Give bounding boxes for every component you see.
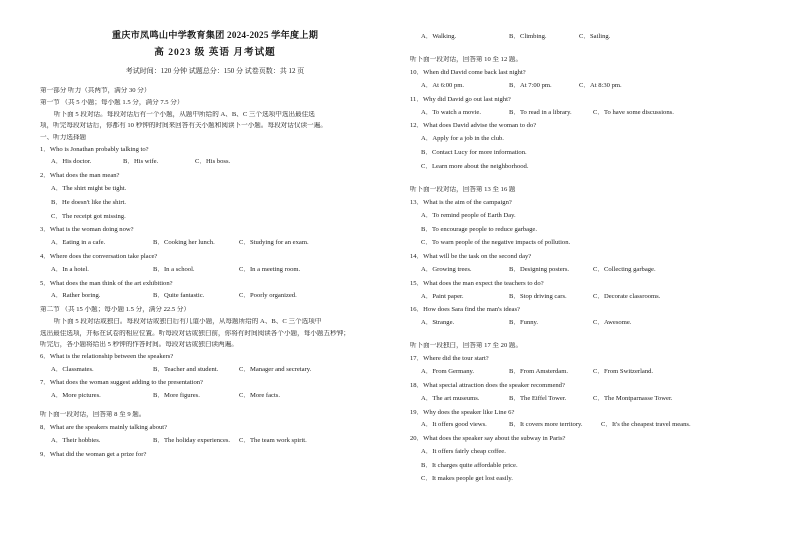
option-a[interactable]: A．Rather boring. xyxy=(51,292,101,300)
option-c[interactable]: C．Sailing. xyxy=(579,33,611,40)
option-b[interactable]: B．At 7:00 pm. xyxy=(509,81,552,89)
group-heading-8-9: 听下面一段对话，回答第 8 至 9 题。 xyxy=(40,410,146,418)
question-options xyxy=(40,266,390,280)
option-c[interactable]: C．Poorly organized. xyxy=(239,292,297,300)
question-stem: 17．Where did the tour start? xyxy=(410,355,489,363)
option-c[interactable]: C．It's the cheapest travel means. xyxy=(601,421,691,429)
exam-header xyxy=(40,30,390,75)
option-c[interactable]: C．Learn more about the neighborhood. xyxy=(421,162,529,170)
question-options xyxy=(410,368,770,382)
option-c[interactable]: C．More facts. xyxy=(239,392,281,400)
question-options xyxy=(40,292,390,306)
option-b[interactable]: B．The holiday experiences. xyxy=(153,437,231,445)
option-b[interactable]: B．Teacher and student. xyxy=(153,365,219,373)
question-options xyxy=(40,392,390,406)
option-b[interactable]: B．To read in a library. xyxy=(509,108,572,116)
exam-info: 考试时间：120 分钟 试题总分：150 分 试卷页数：共 12 页 xyxy=(125,66,305,75)
question-options xyxy=(40,158,390,172)
option-c[interactable]: C．Studying for an exam. xyxy=(239,239,309,247)
part1-heading: 第一部分 听力（共两节，满分 30 分） xyxy=(40,86,151,94)
question-stem: 6．What is the relationship between the speakers? xyxy=(40,352,174,360)
option-b[interactable]: B．It covers more territory. xyxy=(509,421,583,429)
option-b[interactable]: B．The Eiffel Tower. xyxy=(509,394,567,402)
option-c[interactable]: C．Collecting garbage. xyxy=(593,265,656,273)
option-b[interactable]: B．Stop driving cars. xyxy=(509,292,567,300)
option-b[interactable]: B．In a school. xyxy=(153,265,195,273)
option-b[interactable]: B．It charges quite affordable price. xyxy=(421,461,518,469)
option-b[interactable]: B．Climbing. xyxy=(509,33,547,40)
question-stem: 10．When did David come back last night? xyxy=(410,69,526,77)
question-options xyxy=(410,293,770,307)
option-c[interactable]: C．In a meeting room. xyxy=(239,265,301,273)
option-a[interactable]: A．To remind people of Earth Day. xyxy=(421,211,516,219)
question-options xyxy=(40,437,390,451)
right-column xyxy=(410,33,770,489)
option-a[interactable]: A．Their hobbies. xyxy=(51,437,101,445)
group-heading-17-20: 听下面一段独白，回答第 17 至 20 题。 xyxy=(410,341,523,349)
section2-instructions xyxy=(40,318,390,353)
option-b[interactable]: B．His wife. xyxy=(123,158,159,166)
option-a[interactable]: A．To watch a movie. xyxy=(421,108,481,116)
option-c[interactable]: C．Decorate classrooms. xyxy=(593,292,661,300)
option-a[interactable]: A．More pictures. xyxy=(51,392,101,400)
question-stem: 7．What does the woman suggest adding to the presentation? xyxy=(40,379,203,387)
instruction-line: 听下面 5 段对话。每段对话后有一个小题，从题中所给的 A、B、C 三个选项中选出最佳选 xyxy=(54,110,315,118)
option-b[interactable]: B．To encourage people to reduce garbage. xyxy=(421,225,537,233)
option-b[interactable]: B．He doesn't like the shirt. xyxy=(51,198,126,206)
question-stem: 5．What does the man think of the art exhibition? xyxy=(40,279,173,287)
question-options xyxy=(410,266,770,280)
section1-instructions xyxy=(40,111,390,134)
option-c[interactable]: C．To warn people of the negative impacts of pollution. xyxy=(421,239,571,247)
option-a[interactable]: A．In a hotel. xyxy=(51,265,89,273)
instruction-line: 项，听完每段对话后，你都有 10 秒钟的时间来回答有关小题和阅读下一小题。每段对话仅读一遍。 xyxy=(40,122,327,130)
question-stem: 14．What will be the task on the second day? xyxy=(410,253,532,261)
option-b[interactable]: B．Cooking her lunch. xyxy=(153,239,215,247)
group-heading-10-12: 听下面一段对话，回答第 10 至 12 题。 xyxy=(410,55,523,63)
option-c[interactable]: C．At 8:30 pm. xyxy=(579,81,622,89)
option-a[interactable]: A．At 6:00 pm. xyxy=(421,81,465,89)
question-options xyxy=(410,421,770,435)
question-stem: 9．What did the woman get a prize for? xyxy=(40,450,147,458)
option-c[interactable]: C．The team work spirit. xyxy=(239,437,307,445)
question-stem: 13．What is the aim of the campaign? xyxy=(410,198,512,206)
option-c[interactable]: C．The receipt got missing. xyxy=(51,212,126,220)
option-a[interactable]: A．From Germany. xyxy=(421,368,475,376)
option-b[interactable]: B．Quite fantastic. xyxy=(153,292,205,300)
option-b[interactable]: B．More figures. xyxy=(153,392,200,400)
question-stem: 19．Why does the speaker like Line 6? xyxy=(410,408,515,416)
question-stem: 20．What does the speaker say about the subway in Paris? xyxy=(410,435,566,443)
option-c[interactable]: C．From Switzerland. xyxy=(593,368,654,376)
section1-heading: 第一节 （共 5 小题；每小题 1.5 分，满分 7.5 分） xyxy=(40,98,184,106)
question-stem: 16．How does Sara find the man's ideas? xyxy=(410,306,520,314)
exam-title: 重庆市凤鸣山中学教育集团 2024-2025 学年度上期 xyxy=(111,30,319,40)
option-a[interactable]: A．Eating in a cafe. xyxy=(51,239,106,247)
option-a[interactable]: A．His doctor. xyxy=(51,158,92,166)
option-a[interactable]: A．The art museums. xyxy=(421,394,480,402)
section-label: 一、听力选择题 xyxy=(40,133,87,141)
option-a[interactable]: A．Walking. xyxy=(421,33,457,40)
question-options xyxy=(410,395,770,409)
option-c[interactable]: C．Awesome. xyxy=(593,319,632,327)
group-heading-13-16: 听下面一段对话，回答第 13 至 16 题 xyxy=(410,185,516,193)
instruction-line: 选出最佳选项，并标在试卷的相应位置。听每段对话或独白前，你将有时间阅读各个小题，每小题五秒钟； xyxy=(40,329,350,337)
option-c[interactable]: C．It makes people get lost easily. xyxy=(421,475,513,483)
option-c[interactable]: C．His boss. xyxy=(195,158,231,166)
question-stem: 18．What special attraction does the speaker recommend? xyxy=(410,381,565,389)
question-options xyxy=(410,319,770,333)
question-stem: 2．What does the man mean? xyxy=(40,172,120,180)
option-a[interactable]: A．Strange. xyxy=(421,319,455,327)
option-a[interactable]: A．It offers fairly cheap coffee. xyxy=(421,447,506,455)
question-options xyxy=(40,366,390,380)
option-b[interactable]: B．Contact Lucy for more information. xyxy=(421,148,527,156)
option-b[interactable]: B．Designing posters. xyxy=(509,265,570,273)
question-stem: 11．Why did David go out last night? xyxy=(410,95,511,103)
question-stem: 3．What is the woman doing now? xyxy=(40,226,134,234)
option-a[interactable]: A．Classmates. xyxy=(51,365,94,373)
question-options xyxy=(410,109,770,123)
option-b[interactable]: B．Funny. xyxy=(509,319,539,327)
question-stem: 12．What does David advise the woman to do? xyxy=(410,122,537,130)
question-stem: 1．Who is Jonathan probably talking to? xyxy=(40,145,149,153)
question-stem: 4．Where does the conversation take place? xyxy=(40,253,158,261)
instruction-line: 听完后，各小题将给出 5 秒钟的作答时间。每段对话或独白读两遍。 xyxy=(40,341,238,349)
question-options xyxy=(410,82,770,96)
option-a[interactable]: A．Growing trees. xyxy=(421,265,472,273)
question-stem: 15．What does the man expect the teachers to do? xyxy=(410,279,544,287)
option-a[interactable]: A．Apply for a job in the club. xyxy=(421,135,504,143)
question-options xyxy=(410,33,770,47)
question-stem: 8．What are the speakers mainly talking about? xyxy=(40,424,168,432)
section2-heading: 第二节 （共 15 小题；每小题 1.5 分，满分 22.5 分） xyxy=(40,306,191,314)
exam-subtitle: 高 2023 级 英语 月考试题 xyxy=(154,46,276,58)
option-b[interactable]: B．From Amsterdam. xyxy=(509,368,568,376)
option-a[interactable]: A．Paint paper. xyxy=(421,292,464,300)
instruction-line: 听下面 5 段对话或独白。每段对话或独白后有几道小题，从每题所给的 A、B、C 三个选项中 xyxy=(54,318,322,326)
option-a[interactable]: A．The shirt might be tight. xyxy=(51,185,127,193)
option-c[interactable]: C．To have some discussions. xyxy=(593,108,674,116)
left-column xyxy=(40,30,390,464)
option-c[interactable]: C．Manager and secretary. xyxy=(239,365,312,373)
question-options xyxy=(40,239,390,253)
option-a[interactable]: A．It offers good views. xyxy=(421,421,487,429)
option-c[interactable]: C．The Montparnasse Tower. xyxy=(593,394,673,402)
